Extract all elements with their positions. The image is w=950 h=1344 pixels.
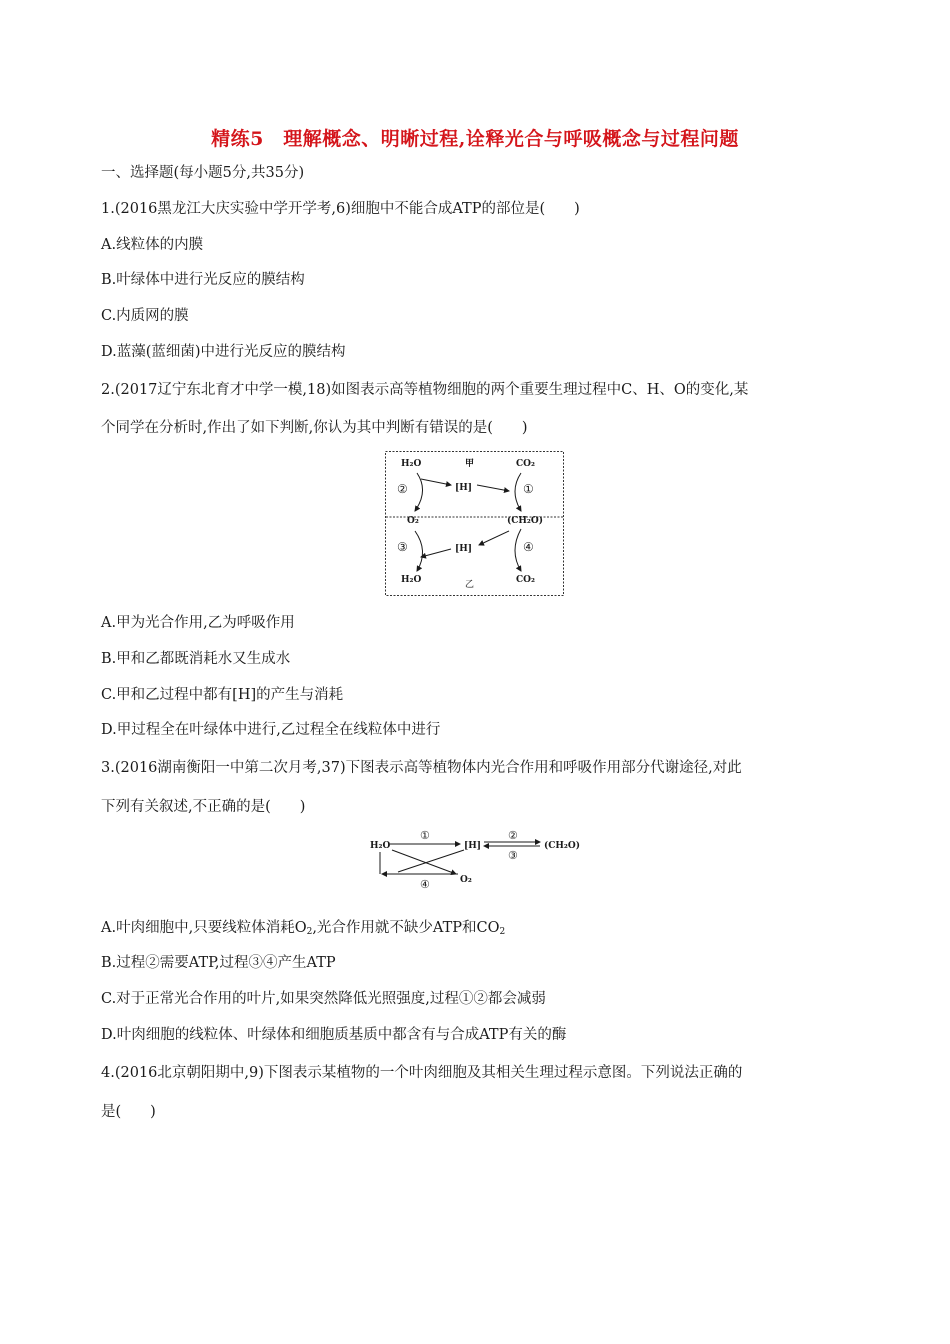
q3-ch2o: (CH₂O) (544, 841, 580, 851)
q3-step-2: ② (508, 829, 518, 842)
q2-arrow-ch2o-h (479, 531, 509, 545)
q3-o2: O₂ (460, 875, 472, 885)
q2-option-b: B.甲和乙都既消耗水又生成水 (101, 651, 291, 667)
q3-h: [H] (464, 841, 482, 851)
q3-cross-line (398, 850, 464, 872)
q2-h-bottom: [H] (455, 544, 473, 554)
q3-option-a (101, 918, 505, 942)
q2-step-3: ③ (397, 540, 408, 554)
q3-option-a-text2: ,光合作用就不缺少ATP和CO (312, 920, 500, 936)
page-title: 精练5 理解概念、明晰过程,诠释光合与呼吸概念与过程问题 (211, 128, 739, 150)
q3-diagram (368, 826, 588, 892)
q2-step-1: ① (523, 482, 534, 496)
q2-o2: O₂ (407, 516, 419, 526)
q2-co2-top: CO₂ (516, 459, 535, 469)
q2-arrow-h-ch2o (477, 485, 509, 491)
q2-arrow-o2-h2o (415, 531, 423, 571)
q2-co2-bottom: CO₂ (516, 575, 535, 585)
q2-stem-line2: 个同学在分析时,作出了如下判断,你认为其中判断有错误的是( ) (101, 420, 528, 436)
q3-option-b: B.过程②需要ATP,过程③④产生ATP (101, 955, 336, 971)
q2-arrow-h-h2o (421, 549, 451, 557)
q2-diagram (385, 451, 565, 597)
q2-h2o-bottom: H₂O (401, 575, 422, 585)
q2-arrow-ch2o-co2 (515, 529, 521, 571)
q2-option-a: A.甲为光合作用,乙为呼吸作用 (101, 615, 295, 631)
q3-option-a-sub2: 2 (499, 927, 506, 937)
q3-option-a-text: A.叶肉细胞中,只要线粒体消耗O (101, 920, 307, 936)
q2-option-c: C.甲和乙过程中都有[H]的产生与消耗 (101, 687, 344, 703)
q2-stem-line1: 2.(2017辽宁东北育才中学一模,18)如图表示高等植物细胞的两个重要生理过程中C、H、O的变化,某 (101, 382, 749, 398)
q2-step-2: ② (397, 482, 408, 496)
q2-option-d: D.甲过程全在叶绿体中进行,乙过程全在线粒体中进行 (101, 722, 441, 738)
q1-option-b: B.叶绿体中进行光反应的膜结构 (101, 272, 305, 288)
q4-stem-line1: 4.(2016北京朝阳期中,9)下图表示某植物的一个叶肉细胞及其相关生理过程示意图。下列说法正确的 (101, 1065, 743, 1081)
q2-arrow-h2o-h (421, 479, 451, 485)
q4-stem-line2: 是( ) (101, 1104, 156, 1120)
q1-stem: 1.(2016黑龙江大庆实验中学开学考,6)细胞中不能合成ATP的部位是( ) (101, 201, 580, 217)
q3-step-3: ③ (508, 849, 518, 862)
q3-stem-line2: 下列有关叙述,不正确的是( ) (101, 799, 306, 815)
q3-option-a-sub: 2 (306, 927, 313, 937)
q3-step-1: ① (420, 829, 430, 842)
q2-arrow-co2-ch2o (515, 473, 521, 511)
section-heading: 一、选择题(每小题5分,共35分) (101, 165, 305, 181)
q1-option-d: D.蓝藻(蓝细菌)中进行光反应的膜结构 (101, 344, 346, 360)
q2-jia-label: 甲 (465, 459, 475, 469)
q2-h2o-top: H₂O (401, 459, 422, 469)
q2-step-4: ④ (523, 540, 534, 554)
q1-option-c: C.内质网的膜 (101, 308, 189, 324)
q3-stem-line1: 3.(2016湖南衡阳一中第二次月考,37)下图表示高等植物体内光合作用和呼吸作用部分代谢途径,对此 (101, 760, 742, 776)
q2-h-top: [H] (455, 483, 473, 493)
q3-step-4: ④ (420, 878, 430, 891)
q2-yi-label: 乙 (465, 580, 475, 590)
q3-option-c: C.对于正常光合作用的叶片,如果突然降低光照强度,过程①②都会减弱 (101, 991, 546, 1007)
q1-option-a: A.线粒体的内膜 (101, 237, 204, 253)
q2-ch2o: (CH₂O) (507, 516, 543, 526)
q3-option-d: D.叶肉细胞的线粒体、叶绿体和细胞质基质中都含有与合成ATP有关的酶 (101, 1027, 567, 1043)
q3-h2o: H₂O (370, 841, 391, 851)
